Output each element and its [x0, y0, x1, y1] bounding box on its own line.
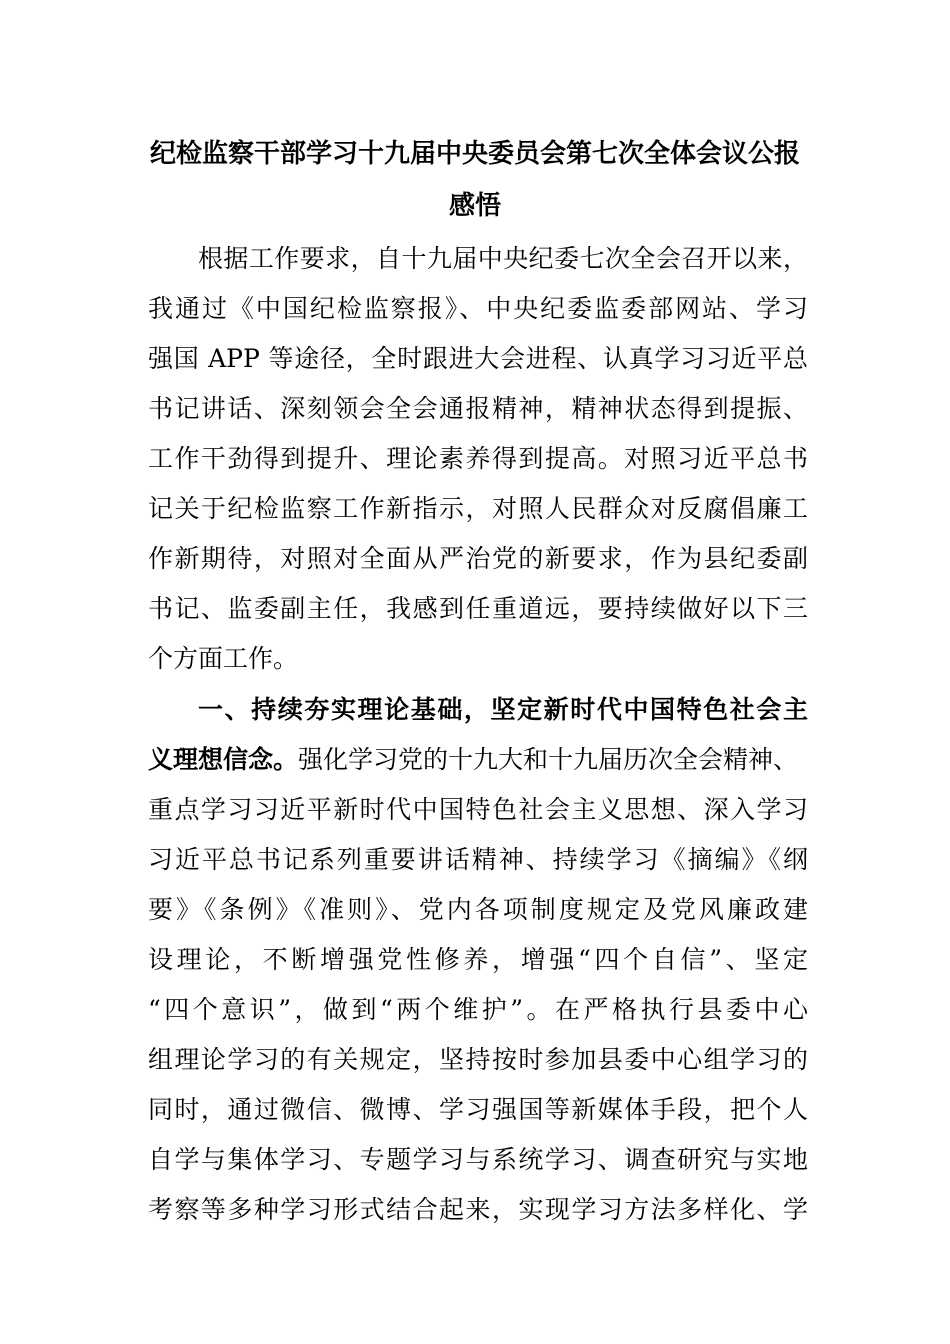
paragraph1-line: 个方面工作。 — [148, 644, 299, 673]
section1-heading: 一、持续夯实理论基础，坚定新时代中国特色社会主 — [198, 695, 808, 724]
section1-line: 要》《条例》《准则》、党内各项制度规定及党风廉政建 — [148, 895, 808, 924]
section1-text: 强化学习党的十九大和十九届历次全会精神、 — [298, 745, 799, 774]
document-title-line2: 感悟 — [448, 191, 501, 221]
paragraph1-line: 我通过《中国纪检监察报》、中央纪委监委部网站、学习 — [148, 294, 808, 323]
section1-line: 习近平总书记系列重要讲话精神、持续学习《摘编》《纲 — [148, 845, 808, 874]
paragraph1-line: 工作干劲得到提升、理论素养得到提高。对照习近平总书 — [148, 444, 808, 473]
paragraph1-line: 强国 APP 等途径，全时跟进大会进程、认真学习习近平总 — [148, 344, 808, 373]
section1-line: 同时，通过微信、微博、学习强国等新媒体手段，把个人 — [148, 1095, 808, 1124]
section1-line: 组理论学习的有关规定，坚持按时参加县委中心组学习的 — [148, 1045, 808, 1074]
paragraph1-line: 书记讲话、深刻领会全会通报精神，精神状态得到提振、 — [148, 394, 808, 423]
section1-heading-end: 义理想信念。 — [148, 745, 299, 774]
paragraph1-line: 作新期待，对照对全面从严治党的新要求，作为县纪委副 — [148, 544, 808, 573]
paragraph1-line: 根据工作要求，自十九届中央纪委七次全会召开以来， — [198, 244, 808, 273]
section1-line — [148, 743, 824, 777]
section1-line: 设理论，不断增强党性修养，增强“四个自信”、坚定 — [148, 945, 808, 974]
document-title-line1: 纪检监察干部学习十九届中央委员会第七次全体会议公报 — [149, 139, 800, 169]
section1-line: “四个意识”，做到“两个维护”。在严格执行县委中心 — [148, 995, 808, 1024]
section1-line: 自学与集体学习、专题学习与系统学习、调查研究与实地 — [148, 1145, 808, 1174]
paragraph1-line: 书记、监委副主任，我感到任重道远，要持续做好以下三 — [148, 594, 808, 623]
section1-line: 考察等多种学习形式结合起来，实现学习方法多样化、学 — [148, 1195, 808, 1224]
paragraph1-line: 记关于纪检监察工作新指示，对照人民群众对反腐倡廉工 — [148, 494, 808, 523]
section1-line: 重点学习习近平新时代中国特色社会主义思想、深入学习 — [148, 795, 808, 824]
